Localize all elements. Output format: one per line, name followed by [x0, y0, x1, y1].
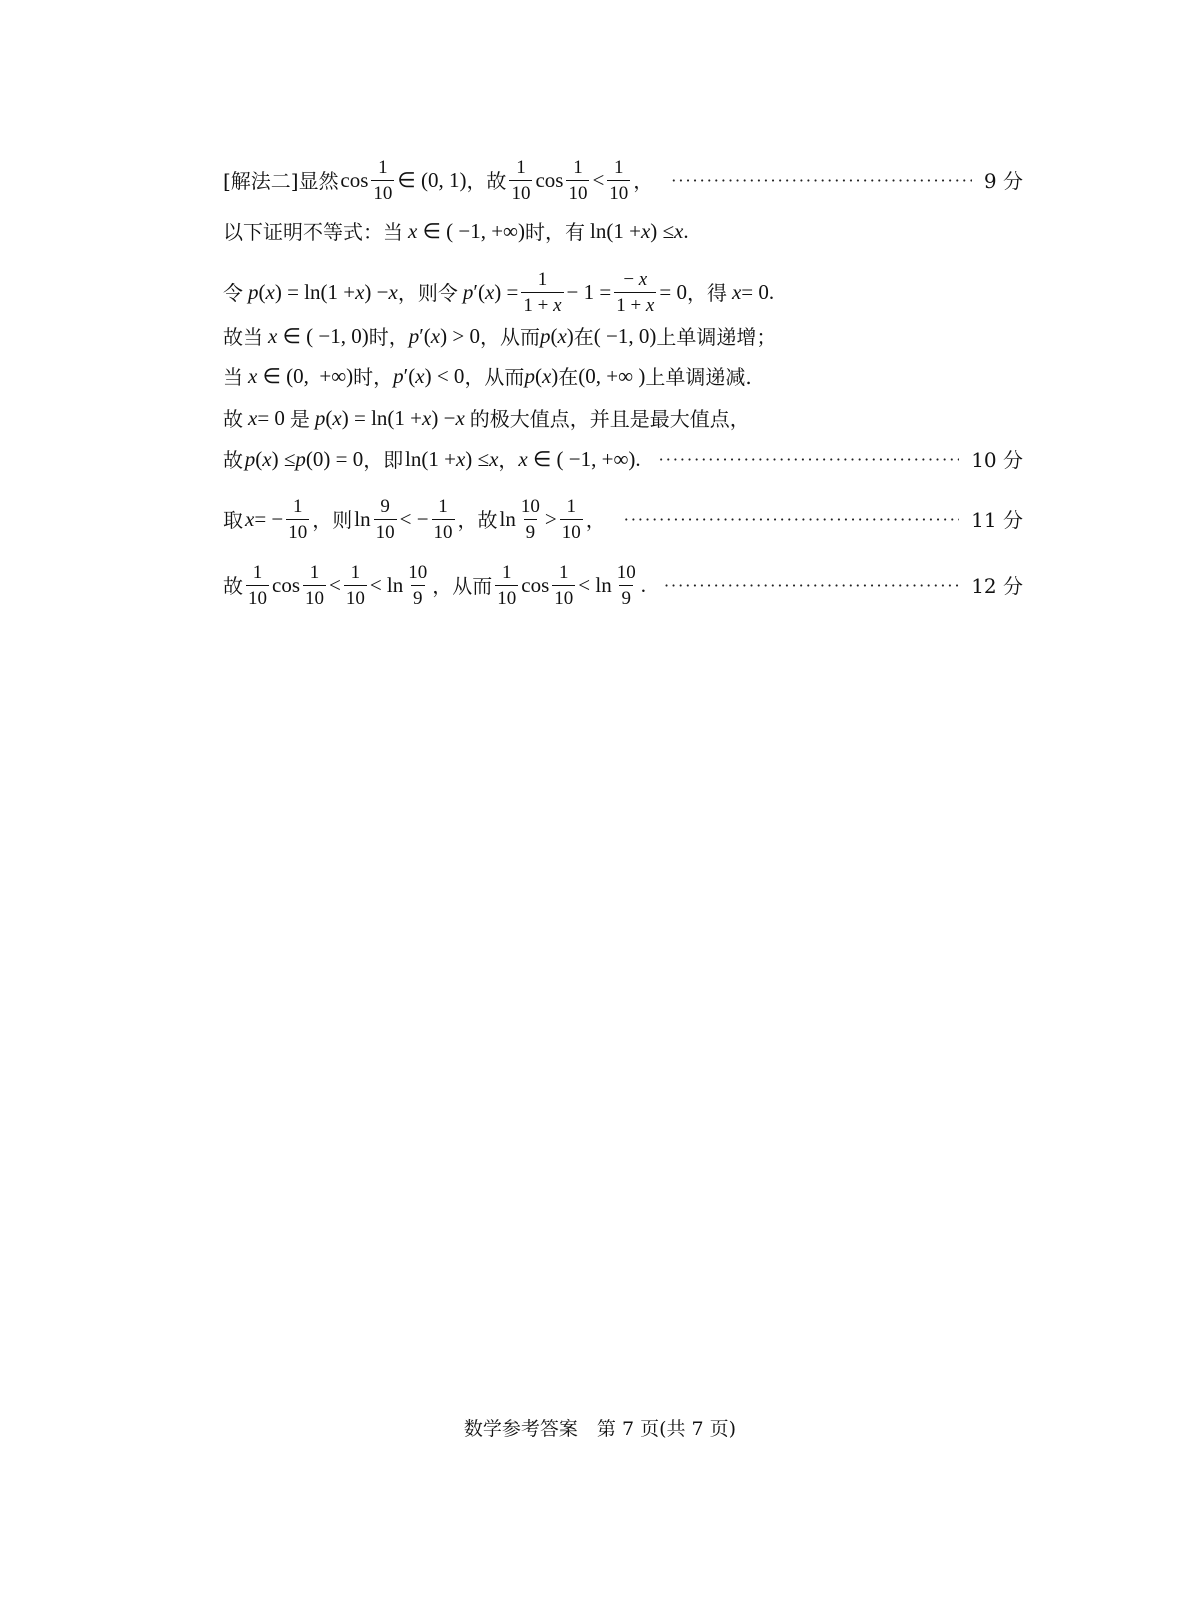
solution-line-increasing: 故当 x ∈ ( −1, 0) 时， p ′( x ) > 0 ，从而 p ( x ) 在 ( −1, 0) 上单调递增；	[223, 324, 777, 349]
leader-dots	[664, 578, 959, 594]
solution-line-method-two: [解法二]显然 cos $\frac{1}{10}$ ∈ (0, 1) ，故 $\frac{1}{10}$ cos $\frac{1}{10}$ < $\frac{1}{10}$ ， ····· 9 分	[223, 158, 1023, 203]
score-9: 9 分	[983, 168, 1023, 193]
score-11: 11 分	[971, 507, 1023, 532]
score-12: 12 分	[971, 573, 1023, 598]
solution-line-decreasing: 当 x ∈ (0, +∞) 时， p ′( x ) < 0 ，从而 p ( x ) 在 (0, +∞ ) 上单调递减.	[223, 364, 752, 389]
leader-dots	[624, 512, 959, 528]
leader-dots	[671, 173, 972, 189]
solution-line-substitute: 取 x = − $\frac{1}{10}$ ，则 ln $\frac{9}{10}$ < − $\frac{1}{10}$ ，故 ln $\frac{10}{9}$ > $\frac{1}{10}$ ， ····· 11 分	[223, 497, 1023, 542]
solution-line-define-p: 令 p ( x ) = ln(1 + x ) − x ，则令 p ′( x ) = $\frac{1}{1 + x}$ − 1 = $\frac{- x}{1 + x}$ = 0 ，得 x = 0.	[223, 269, 775, 316]
solution-line-maximum: 故 x = 0 是 p ( x ) = ln(1 + x ) − x 的极大值点，并且是最大值点，	[223, 406, 750, 431]
leader-dots	[659, 452, 960, 468]
solution-line-final: 故 $\frac{1}{10}$ cos $\frac{1}{10}$ < $\frac{1}{10}$ < ln $\frac{10}{9}$ ，从而 $\frac{1}{10}$ cos $\frac{1}{10}$ < ln $\frac{10}{9}$ . ····· 12 分	[223, 563, 1023, 608]
solution-line-inequality: 以下证明不等式：当 x ∈ ( −1, +∞) 时，有 ln(1 + x ) ≤ x .	[223, 219, 689, 244]
score-10: 10 分	[971, 447, 1023, 472]
solution-line-conclusion-ln: 故 p ( x ) ≤ p (0) = 0 ，即 ln(1 + x ) ≤ x ， x ∈ ( −1, +∞). ····· 10 分	[223, 449, 1023, 470]
page-footer: 数学参考答案 第 7 页(共 7 页)	[463, 1418, 737, 1440]
